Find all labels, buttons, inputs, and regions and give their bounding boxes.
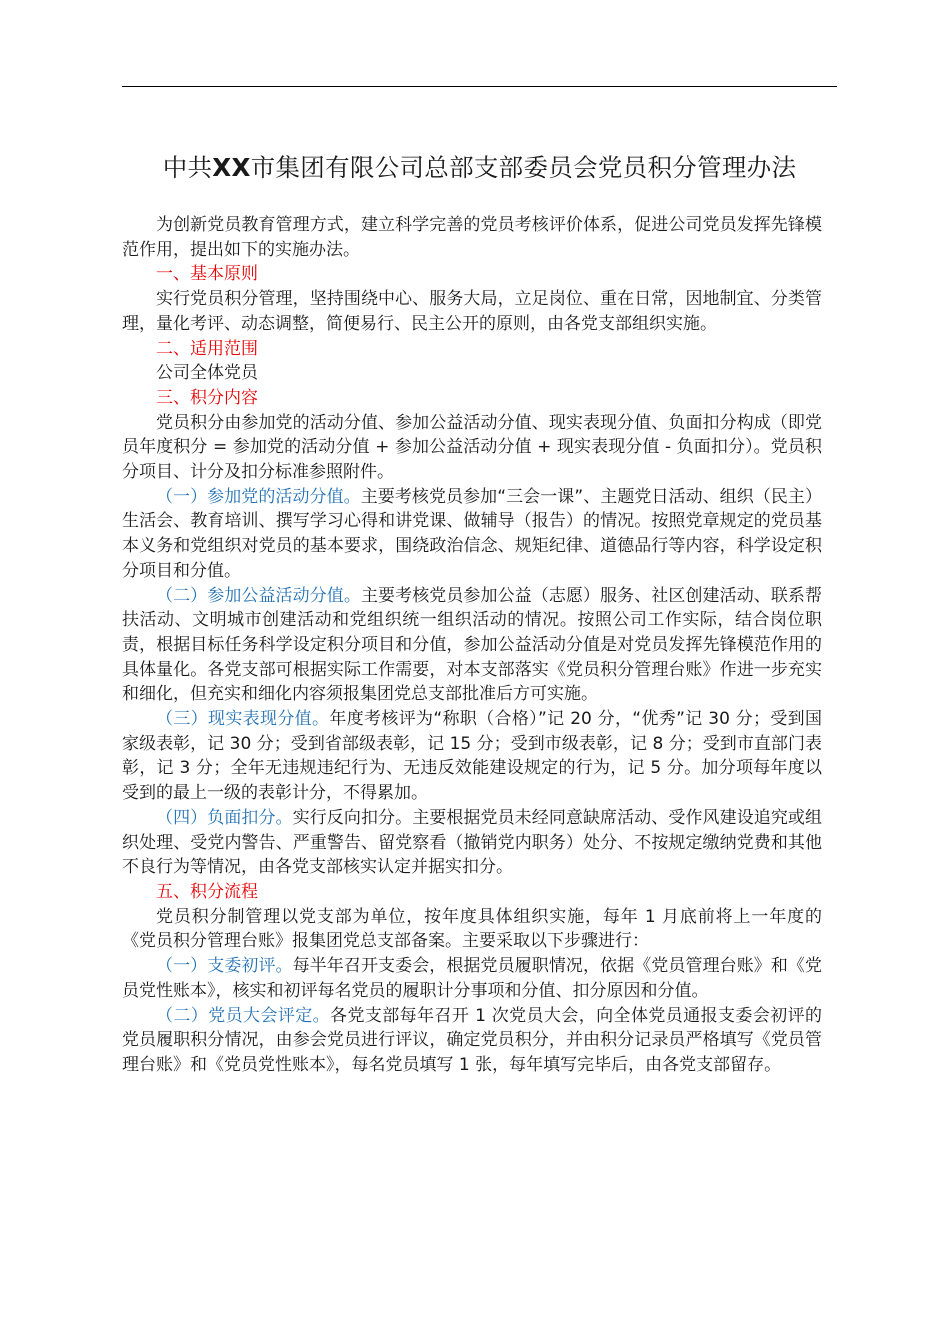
item-label: （三）现实表现分值。 bbox=[156, 709, 330, 730]
content-item-public-welfare bbox=[122, 584, 822, 708]
content-item-party-activity bbox=[122, 485, 822, 584]
intro-paragraph: 为创新党员教育管理方式，建立科学完善的党员考核评价体系，促进公司党员发挥先锋模范作用，提出如下的实施办法。 bbox=[122, 215, 822, 260]
section-text-principles: 实行党员积分管理，坚持围绕中心、服务大局，立足岗位、重在日常，因地制宜、分类管理，量化考评、动态调整，简便易行、民主公开的原则，由各党支部组织实施。 bbox=[122, 289, 822, 334]
title-bold: XX bbox=[212, 153, 251, 182]
section-text-process: 党员积分制管理以党支部为单位，按年度具体组织实施，每年 1 月底前将上一年度的《党员积分管理台账》报集团党总支部备案。主要采取以下步骤进行： bbox=[122, 906, 822, 952]
section-text-scope: 公司全体党员 bbox=[156, 363, 258, 384]
item-text: 主要考核党员参加公益（志愿）服务、社区创建活动、联系帮扶活动、文明城市创建活动和党组织统一组织活动的情况。按照公司工作实际，结合岗位职责，根据目标任务科学设定积分项目和分值，参加公益活动分值是对党员发挥先锋模范作用的具体量化。各党支部可根据实际工作需要，对本支部落实《党员积分管理台账》作进一步充实和细化，但充实和细化内容须报集团党总支部批准后方可实施。 bbox=[122, 585, 823, 705]
item-label: （二）参加公益活动分值。 bbox=[156, 585, 361, 606]
section-heading-principles: 一、基本原则 bbox=[156, 264, 258, 285]
title-prefix: 中共 bbox=[162, 153, 213, 182]
section-text-content: 党员积分由参加党的活动分值、参加公益活动分值、现实表现分值、负面扣分构成（即党员年度积分 = 参加党的活动分值 + 参加公益活动分值 + 现实表现分值 - 负面扣分）。党员积分项目、计分及扣分标准参照附件。 bbox=[122, 412, 822, 483]
item-text: 实行反向扣分。主要根据党员未经同意缺席活动、受作风建设追究或组织处理、受党内警告、严重警告、留党察看（撤销党内职务）处分、不按规定缴纳党费和其他不良行为等情况，由各党支部核实认定并据实扣分。 bbox=[122, 807, 823, 878]
process-item-assembly bbox=[122, 1004, 822, 1078]
item-text: 各党支部每年召开 1 次党员大会，向全体党员通报支委会初评的党员履职积分情况，由参会党员进行评议，确定党员积分，并由积分记录员严格填写《党员管理台账》和《党员党性账本》，每名党员填写 1 张，每年填写完毕后，由各党支部留存。 bbox=[122, 1005, 822, 1075]
document-title bbox=[122, 150, 837, 186]
item-text: 主要考核党员参加“三会一课”、主题党日活动、组织（民主）生活会、教育培训、撰写学习心得和讲党课、做辅导（报告）的情况。按照党章规定的党员基本义务和党组织对党员的基本要求，围绕政治信念、规矩纪律、道德品行等内容，科学设定积分项目和分值。 bbox=[122, 486, 822, 581]
item-label: （一）支委初评。 bbox=[156, 956, 293, 977]
section-heading-content: 三、积分内容 bbox=[156, 387, 258, 408]
document-body bbox=[122, 213, 822, 1078]
item-label: （二）党员大会评定。 bbox=[156, 1005, 331, 1026]
title-suffix: 市集团有限公司总部支部委员会党员积分管理办法 bbox=[250, 153, 797, 182]
section-heading-scope: 二、适用范围 bbox=[156, 338, 258, 359]
item-label: （四）负面扣分。 bbox=[156, 807, 293, 828]
content-item-performance bbox=[122, 707, 822, 806]
content-item-deduction bbox=[122, 806, 822, 880]
item-label: （一）参加党的活动分值。 bbox=[156, 486, 361, 507]
process-item-committee bbox=[122, 954, 822, 1003]
item-text: 年度考核评为“称职（合格）”记 20 分，“优秀”记 30 分；受到国家级表彰，记 30 分；受到省部级表彰，记 15 分；受到市级表彰，记 8 分；受到市直部门表彰，记 3 分；全年无违规违纪行为、无违反效能建设规定的行为，记 5 分。加分项每年度以受到的最上一级的表彰计分，不得累加。 bbox=[122, 709, 823, 804]
header-rule bbox=[122, 86, 837, 87]
section-heading-process: 五、积分流程 bbox=[156, 881, 258, 902]
item-text: 每半年召开支委会，根据党员履职情况，依据《党员管理台账》和《党员党性账本》，核实和初评每名党员的履职计分事项和分值、扣分原因和分值。 bbox=[122, 956, 823, 1001]
